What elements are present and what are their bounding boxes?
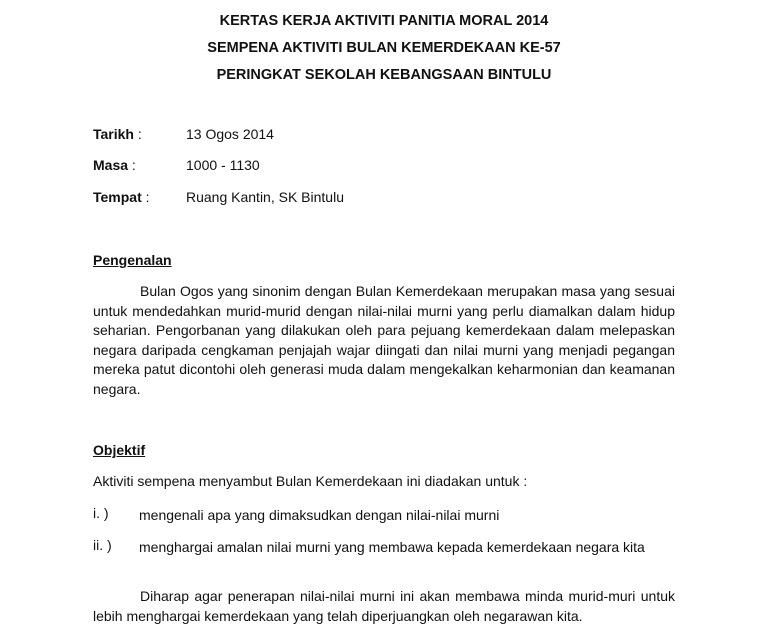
objektif-closing-paragraph: Diharap agar penerapan nilai-nilai murni ini akan membawa minda murid-muri untuk lebih menghargai kemerdekaan yang telah diperjuangkan oleh negarawan kita. (93, 588, 675, 624)
objektif-item-1-number: i. ) (93, 505, 109, 521)
tarikh-value: 13 Ogos 2014 (186, 126, 274, 142)
objektif-intro: Aktiviti sempena menyambut Bulan Kemerdekaan ini diadakan untuk : (93, 473, 528, 489)
title-line-3: PERINGKAT SEKOLAH KEBANGSAAN BINTULU (216, 67, 552, 83)
objektif-item-2-text: menghargai amalan nilai murni yang membawa kepada kemerdekaan negara kita (139, 539, 645, 555)
masa-value: 1000 - 1130 (186, 157, 260, 173)
title-line-2: SEMPENA AKTIVITI BULAN KEMERDEKAAN KE-57 (207, 40, 561, 56)
masa-label: Masa : (93, 157, 136, 173)
tempat-value: Ruang Kantin, SK Bintulu (186, 189, 344, 205)
objektif-heading: Objektif (93, 442, 146, 458)
pengenalan-heading: Pengenalan (93, 252, 172, 268)
pengenalan-paragraph: Bulan Ogos yang sinonim dengan Bulan Kemerdekaan merupakan masa yang sesuai untuk mendedahkan murid-murid dengan nilai-nilai murni yang perlu diamalkan dalam hidup seharian. Pengorbanan yang dilakukan oleh para pejuang kemerdekaan dalam melepaskan negara daripada cengkaman penjajah wajar diingati dan nilai murni yang menjadi pegangan mereka patut dicontohi oleh generasi muda dalam mengekalkan keharmonian dan keamanan negara. (93, 283, 675, 397)
title-line-1: KERTAS KERJA AKTIVITI PANITIA MORAL 2014 (219, 13, 549, 29)
tempat-label: Tempat : (93, 189, 150, 205)
objektif-item-2-number: ii. ) (93, 537, 112, 553)
objektif-item-1-text: mengenali apa yang dimaksudkan dengan nilai-nilai murni (139, 507, 500, 523)
tarikh-label: Tarikh : (93, 126, 142, 142)
